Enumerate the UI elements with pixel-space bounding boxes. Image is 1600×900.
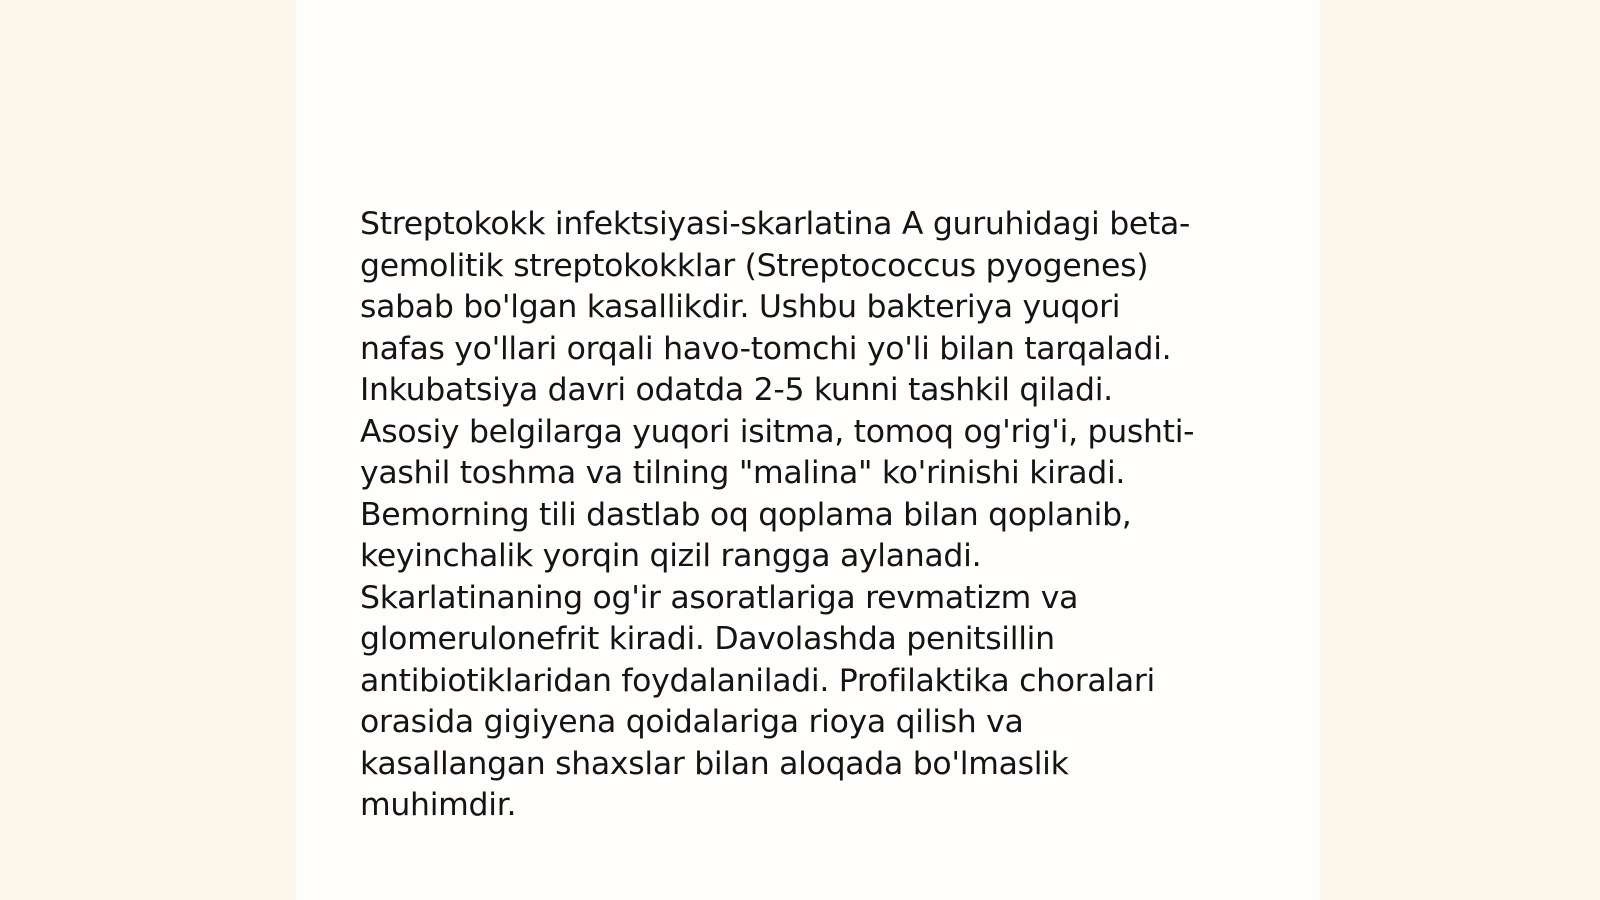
paragraph-line: Skarlatinaning og'ir asoratlariga revmatizm va (360, 579, 1079, 616)
paragraph-line: Asosiy belgilarga yuqori isitma, tomoq og'rig'i, pushti- (360, 413, 1195, 450)
paragraph-line: gemolitik streptokokklar (Streptococcus pyogenes) (360, 247, 1149, 284)
paragraph-line: orasida gigiyena qoidalariga rioya qilish va (360, 704, 1024, 740)
paragraph-line: yashil toshma va tilning "malina" ko'rinishi kiradi. (360, 455, 1126, 491)
paragraph-line: kasallangan shaxslar bilan aloqada bo'lmaslik (360, 745, 1069, 782)
document-page (296, 0, 1320, 900)
paragraph-line: Bemorning tili dastlab oq qoplama bilan qoplanib, (360, 496, 1132, 533)
paragraph-line: glomerulonefrit kiradi. Davolashda penitsillin (360, 621, 1055, 657)
paragraph-line: keyinchalik yorqin qizil rangga aylanadi. (360, 538, 982, 574)
body-paragraph (360, 204, 1250, 827)
paragraph-line: muhimdir. (360, 787, 517, 823)
paragraph-line: antibiotiklaridan foydalaniladi. Profilaktika choralari (360, 662, 1155, 699)
paragraph-line: sabab bo'lgan kasallikdir. Ushbu bakteriya yuqori (360, 289, 1121, 325)
paragraph-line: Streptokokk infektsiyasi-skarlatina A guruhidagi beta- (360, 206, 1191, 242)
paragraph-line: nafas yo'llari orqali havo-tomchi yo'li bilan tarqaladi. (360, 330, 1172, 367)
paragraph-line: Inkubatsiya davri odatda 2-5 kunni tashkil qiladi. (360, 372, 1113, 408)
